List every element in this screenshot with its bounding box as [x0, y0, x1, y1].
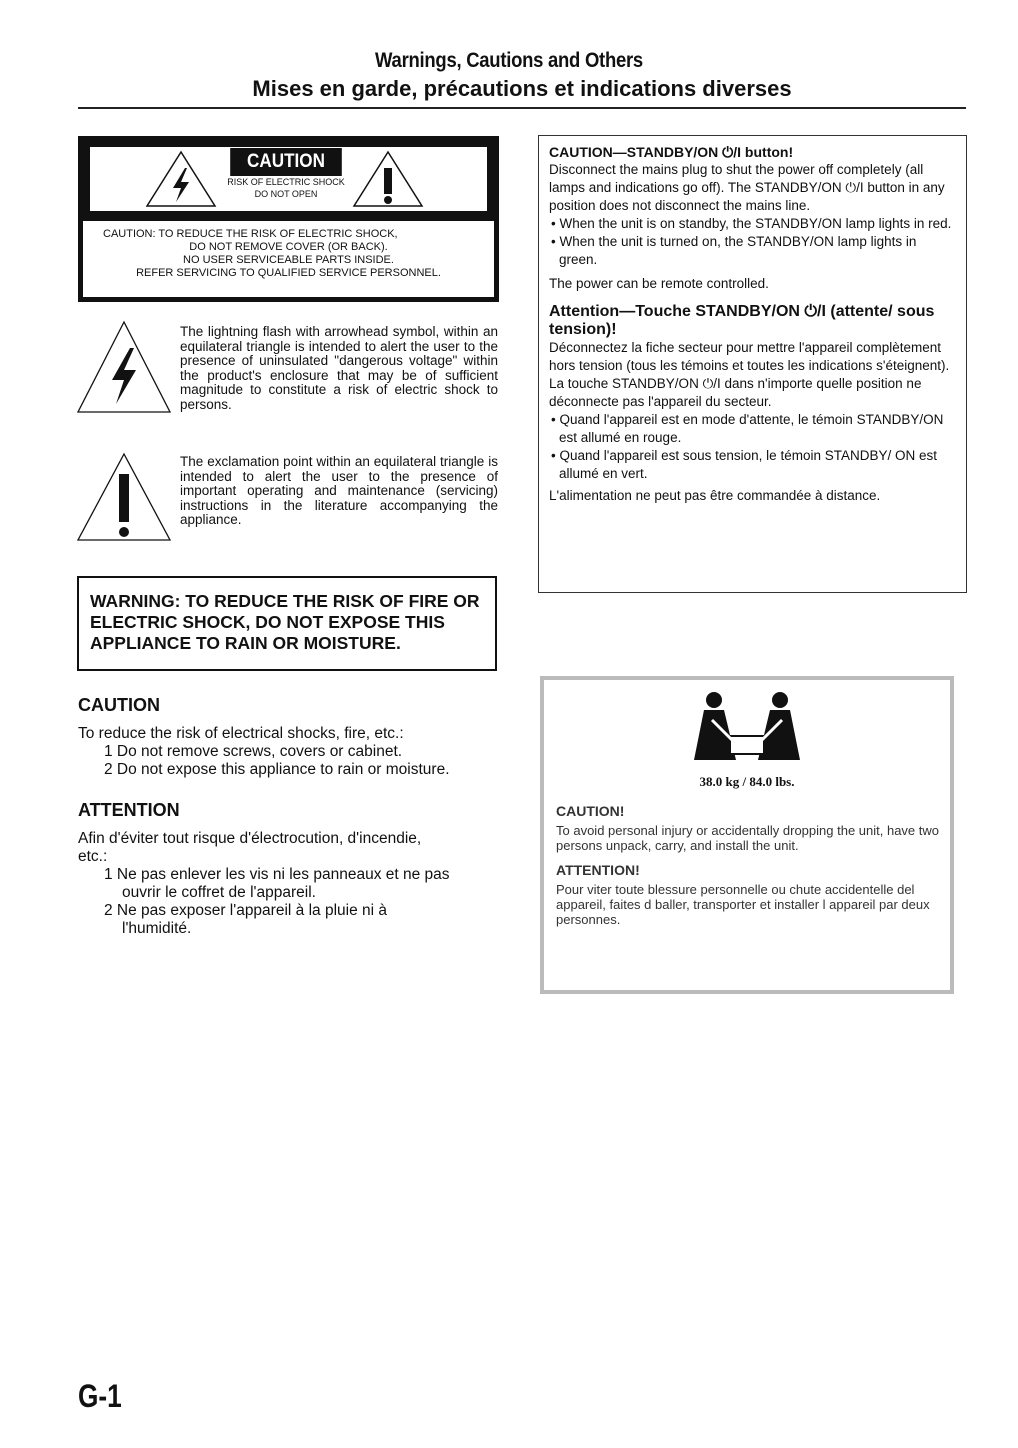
standby-heading-en: CAUTION—STANDBY/ON ⏻/I button!	[549, 144, 794, 160]
standby-fr-bullet-1: • Quand l'appareil est en mode d'attente, le témoin STANDBY/ON est allumé en rouge.	[551, 412, 944, 445]
page-number: G-1	[78, 1378, 122, 1414]
caution-badge-sub	[224, 176, 348, 200]
warning-box: WARNING: TO REDUCE THE RISK OF FIRE OR ELECTRIC SHOCK, DO NOT EXPOSE THIS APPLIANCE TO RAIN OR MOISTURE.	[77, 576, 497, 671]
attention-intro-2: etc.:	[78, 848, 108, 865]
badge-sub-line-1: RISK OF ELECTRIC SHOCK	[227, 177, 345, 187]
attention-intro-1: Afin d'éviter tout risque d'électrocution, d'incendie,	[78, 830, 422, 847]
weight-attention-heading: ATTENTION!	[556, 862, 640, 878]
caution-heading: CAUTION	[78, 695, 160, 715]
badge-sub-line-2: DO NOT OPEN	[254, 189, 318, 199]
weight-caution-heading: CAUTION!	[556, 803, 625, 819]
standby-en-bullet-2: • When the unit is turned on, the STANDBY/ON lamp lights in green.	[551, 234, 917, 267]
standby-heading-fr: Attention—Touche STANDBY/ON ⏻/I (attente/ sous tension)!	[549, 303, 935, 338]
weight-value: 38.0 kg / 84.0 lbs.	[699, 774, 795, 789]
label-line-3: NO USER SERVICEABLE PARTS INSIDE.	[183, 254, 394, 266]
page-title-en: Warnings, Cautions and Others	[375, 49, 643, 72]
standby-fr-remote: L'alimentation ne peut pas être commandée à distance.	[549, 488, 881, 503]
weight-attention-text: Pour viter toute blessure personnelle ou chute accidentelle del appareil, faites d baller, transporter et installer l appareil par deux personnes.	[556, 882, 930, 927]
lightning-warning-icon	[145, 150, 217, 208]
attention-item-1a: 1 Ne pas enlever les vis ni les panneaux et ne pas	[104, 866, 450, 883]
exclamation-triangle-icon	[76, 450, 172, 542]
exclamation-symbol-description: The exclamation point within an equilateral triangle is intended to alert the user to the presence of important operating and maintenance (servicing) instructions in the literature accompanying the appliance.	[180, 454, 498, 527]
attention-heading: ATTENTION	[78, 800, 180, 820]
standby-en-remote: The power can be remote controlled.	[549, 276, 769, 291]
lightning-symbol-description: The lightning flash with arrowhead symbol, within an equilateral triangle is intended to alert the user to the presence of uninsulated "dangerous voltage" within the product's enclosure that may be of sufficient magnitude to constitute a risk of electric shock to persons.	[180, 324, 498, 412]
lightning-triangle-icon	[76, 318, 172, 414]
caution-item-1: 1 Do not remove screws, covers or cabinet.	[104, 743, 403, 760]
label-line-1: CAUTION: TO REDUCE THE RISK OF ELECTRIC SHOCK,	[103, 228, 398, 240]
header-divider	[78, 107, 966, 109]
caution-label-text	[83, 221, 494, 297]
label-line-4: REFER SERVICING TO QUALIFIED SERVICE PERSONNEL.	[136, 267, 441, 279]
weight-caution-text: To avoid personal injury or accidentally dropping the unit, have two persons unpack, carry, and install the unit.	[556, 823, 940, 853]
caution-list	[78, 725, 518, 779]
attention-list	[78, 830, 518, 938]
page-title-fr: Mises en garde, précautions et indications diverses	[252, 76, 792, 101]
weight-caution-box	[540, 676, 954, 994]
exclamation-warning-icon	[352, 150, 424, 208]
standby-fr-paragraph: Déconnectez la fiche secteur pour mettre l'appareil complètement hors tension (tous les témoins et toutes les indications s'éteignent). La touche STANDBY/ON ⏻/I dans n'importe quelle position ne déconnecte pas l'appareil du secteur.	[549, 340, 950, 409]
caution-intro: To reduce the risk of electrical shocks, fire, etc.:	[78, 725, 404, 742]
caution-item-2: 2 Do not expose this appliance to rain or moisture.	[104, 761, 450, 778]
attention-item-2b: l'humidité.	[122, 920, 192, 937]
label-line-2: DO NOT REMOVE COVER (OR BACK).	[189, 241, 388, 253]
attention-item-2a: 2 Ne pas exposer l'appareil à la pluie ni à	[104, 902, 387, 919]
standby-en-paragraph: Disconnect the mains plug to shut the power off completely (all lamps and indications go off). The STANDBY/ON ⏻/I button in any position does not disconnect the mains line.	[549, 162, 945, 213]
standby-en-bullet-1: • When the unit is on standby, the STANDBY/ON lamp lights in red.	[551, 216, 952, 231]
standby-fr-bullet-2: • Quand l'appareil est sous tension, le témoin STANDBY/ ON est allumé en vert.	[551, 448, 937, 481]
attention-item-1b: ouvrir le coffret de l'appareil.	[122, 884, 316, 901]
caution-badge: CAUTION	[230, 148, 342, 176]
two-person-lift-icon	[692, 690, 802, 768]
standby-caution-box	[538, 135, 967, 593]
